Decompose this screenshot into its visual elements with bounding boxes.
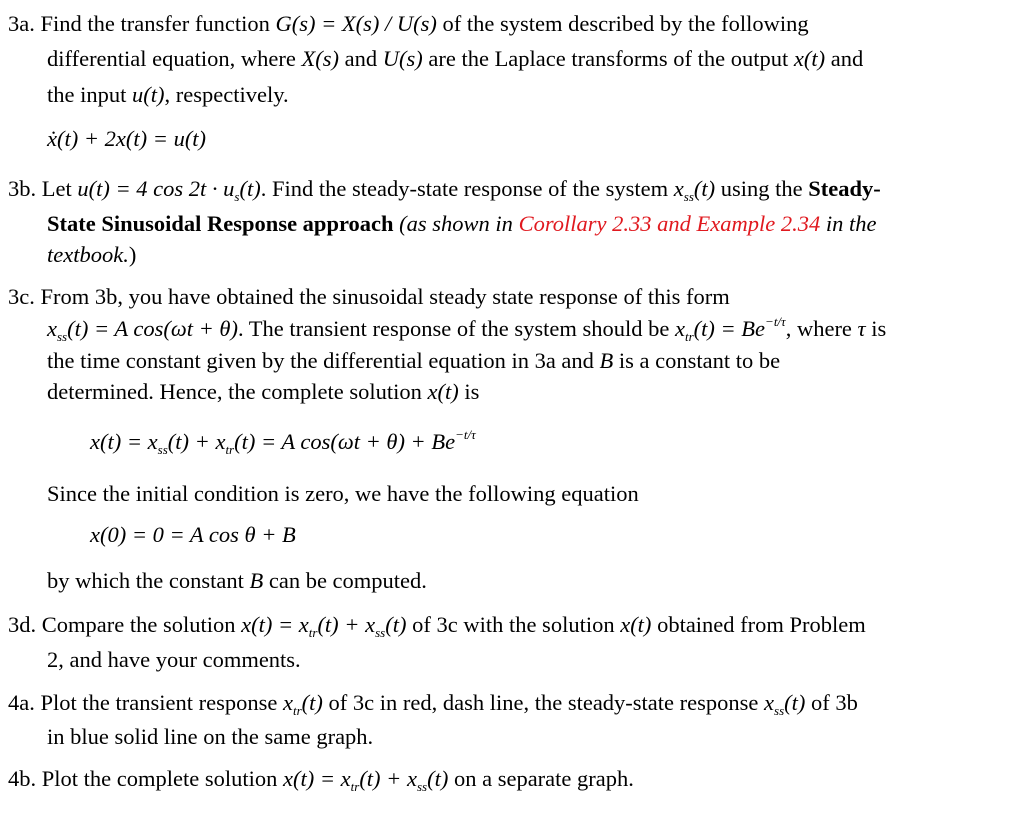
problem-4b-number: 4b. [8, 766, 37, 791]
textbook-reference: Corollary 2.33 and Example 2.34 [518, 211, 821, 236]
complete-solution-equation: $x(t) = x_{ss}(t) + x_{tr}(t) = A$ $\cos(\omega t + \theta) + Be^{-t/\tau}$ [90, 427, 476, 457]
transfer-function: G(s) = X(s) / U(s) [275, 11, 437, 36]
differential-equation: ẋ(t) + 2x(t) = u(t) [47, 126, 207, 151]
problem-3a-number: 3a. [8, 11, 35, 36]
problem-3b-line-3: textbook.) [47, 242, 137, 267]
problem-3b-number: 3b. [8, 176, 37, 201]
problem-3d-number: 3d. [8, 612, 37, 637]
problem-3c-line-5: Since the initial condition is zero, we have the following equation [47, 481, 639, 506]
problem-3c-line-6: by which the constant B can be computed. [47, 568, 427, 593]
problem-4a-number: 4a. [8, 690, 35, 715]
problem-3a-line-1: 3a. Find the transfer function G(s) = X(s) / U(s) of the system described by the following [8, 11, 809, 36]
problem-3d-line-1: 3d. Compare the solution $x(t) = x_{tr}(t) + x_{ss}(t)$ of 3c with the solution x(t) obtained from Problem [8, 612, 866, 640]
problem-3d-line-2: 2, and have your comments. [47, 647, 301, 672]
problem-3a-line-2: differential equation, where X(s) and U(s) are the Laplace transforms of the output x(t) and [47, 46, 864, 71]
problem-4a-line-1: 4a. Plot the transient response $x_{tr}(t)$ of 3c in red, dash line, the steady-state response $x_{ss}(t)$ of 3b [8, 690, 858, 718]
problem-4b-line-1: 4b. Plot the complete solution $x(t) = x_{tr}(t) + x_{ss}(t)$ on a separate graph. [8, 766, 634, 794]
initial-condition-equation: x(0) = 0 = A cos θ + B [90, 522, 296, 547]
problem-3c-line-2: $x_{ss}(t) = A$ cos(ωt + θ). The transient response of the system should be $x_{tr}(t) = Be^{-t/\tau}$, where τ is [47, 314, 887, 344]
problem-3c-line-1: 3c. From 3b, you have obtained the sinusoidal steady state response of this form [8, 284, 730, 309]
problem-3a-line-3: the input u(t), respectively. [47, 82, 289, 107]
problem-3b-line-2: State Sinusoidal Response approach (as shown in Corollary 2.33 and Example 2.34 in the [47, 211, 877, 236]
problem-3b-line-1: 3b. Let u(t) = 4 $\cos 2t \cdot u_s(t)$. Find the steady-state response of the system $x_{ss}(t)$ using the Steady- [8, 176, 881, 204]
problem-4a-line-2: in blue solid line on the same graph. [47, 724, 374, 749]
problem-3c-line-4: determined. Hence, the complete solution x(t) is [47, 379, 480, 404]
problem-3c-line-3: the time constant given by the differential equation in 3a and B is a constant to be [47, 348, 781, 373]
problem-3c-number: 3c. [8, 284, 35, 309]
